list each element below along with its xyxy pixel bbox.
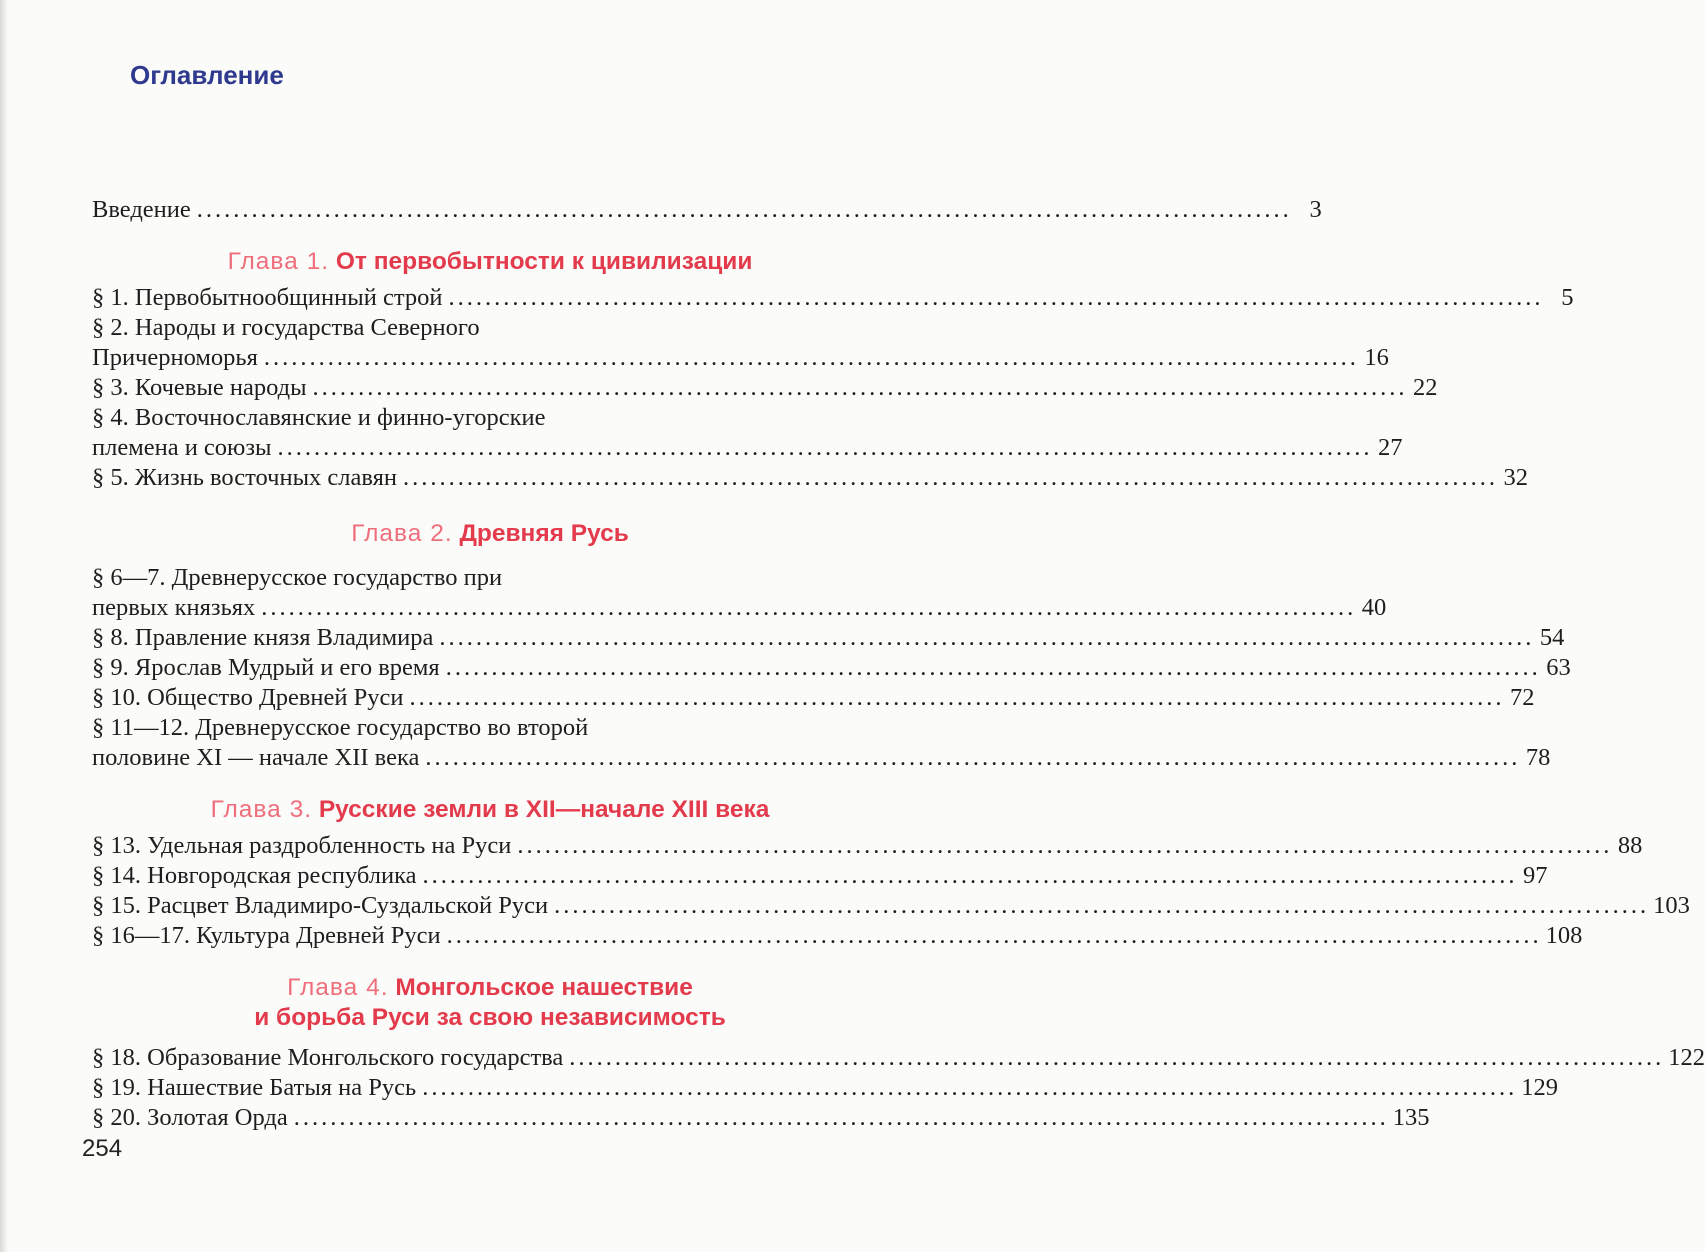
dot-leader: ........................................................................................................................	[448, 284, 1544, 311]
dot-leader: ........................................................................................................................	[554, 892, 1650, 919]
chapter-number: Глава 2.	[351, 520, 453, 547]
toc-entry[interactable]	[92, 593, 1387, 623]
toc-entry[interactable]	[92, 891, 1690, 921]
dot-leader: ........................................................................................................................	[425, 744, 1521, 771]
toc-entry[interactable]	[92, 653, 1571, 683]
toc-entry-label: § 18. Образование Монгольского государства	[92, 1044, 564, 1071]
toc-entry[interactable]	[92, 343, 1389, 373]
toc-page-number: 108	[1545, 922, 1583, 949]
dot-leader: ........................................................................................................................	[403, 464, 1499, 491]
toc-page-number: 129	[1521, 1074, 1558, 1101]
dot-leader: ........................................................................................................................	[517, 832, 1613, 859]
table-of-contents	[92, 195, 1705, 1133]
dot-leader: ........................................................................................................................	[263, 344, 1359, 371]
toc-entry-label: § 16—17. Культура Древней Руси	[92, 922, 441, 949]
toc-entry-label: племена и союзы	[92, 434, 272, 461]
toc-entry-intro[interactable]	[92, 195, 1322, 225]
toc-entry[interactable]	[92, 1103, 1430, 1133]
page-title: Оглавление	[130, 60, 284, 90]
dot-leader: ........................................................................................................................	[277, 434, 1373, 461]
toc-entry[interactable]	[92, 1073, 1558, 1103]
chapter-name-line-2: и борьба Руси за свою независимость	[254, 1004, 726, 1031]
toc-entry-label[interactable]: § 4. Восточнославянские и финно-угорские	[92, 404, 546, 431]
chapter-name: От первобытности к цивилизации	[335, 248, 753, 275]
toc-page-number: 78	[1525, 744, 1551, 771]
toc-entry[interactable]	[92, 283, 1574, 313]
chapter-heading-2	[92, 519, 888, 549]
dot-leader: ........................................................................................................................	[445, 654, 1541, 681]
chapter-heading-3	[92, 795, 888, 825]
chapter-name: Монгольское нашествие	[395, 974, 693, 1001]
toc-entry[interactable]	[92, 861, 1548, 891]
dot-leader: ........................................................................................................................	[409, 684, 1505, 711]
toc-entry[interactable]	[92, 683, 1535, 713]
page-edge-shadow	[0, 0, 8, 1252]
toc-page-number: 63	[1546, 654, 1571, 681]
toc-entry-label[interactable]: § 6—7. Древнерусское государство при	[92, 564, 503, 591]
toc-page-number: 122	[1668, 1044, 1705, 1071]
toc-entry-label: § 5. Жизнь восточных славян	[92, 464, 398, 491]
toc-entry-label: § 15. Расцвет Владимиро-Суздальской Руси	[92, 892, 549, 919]
toc-page-number: 135	[1392, 1104, 1430, 1131]
chapter-number: Глава 3.	[210, 796, 313, 823]
toc-entry-label: § 3. Кочевые народы	[92, 374, 307, 401]
toc-entry-label: § 1. Первобытнообщинный строй	[92, 284, 443, 311]
toc-entry[interactable]	[92, 1043, 1705, 1073]
dot-leader: ........................................................................................................................	[446, 922, 1542, 949]
toc-entry[interactable]	[92, 373, 1438, 403]
chapter-heading-1	[92, 247, 888, 277]
toc-entry-label: § 14. Новгородская республика	[92, 862, 417, 889]
toc-entry-label: § 13. Удельная раздробленность на Руси	[92, 832, 512, 859]
toc-page-number: 22	[1413, 374, 1438, 401]
chapter-number: Глава 1.	[227, 248, 330, 275]
chapter-name: Древняя Русь	[459, 520, 629, 547]
toc-page-number: 40	[1361, 594, 1387, 621]
toc-entry-label[interactable]: § 2. Народы и государства Северного	[92, 314, 480, 341]
dot-leader: ........................................................................................................................	[293, 1104, 1389, 1131]
dot-leader: ........................................................................................................................	[422, 862, 1518, 889]
toc-entry[interactable]	[92, 433, 1403, 463]
toc-entry-label: половине XI — начале XII века	[92, 744, 420, 771]
toc-page-number: 88	[1617, 832, 1643, 859]
toc-page-number: 5	[1561, 284, 1574, 311]
toc-entry-label: § 8. Правление князя Владимира	[92, 624, 434, 651]
toc-entry-label: § 9. Ярослав Мудрый и его время	[92, 654, 440, 681]
toc-entry[interactable]	[92, 623, 1565, 653]
toc-page-number: 32	[1503, 464, 1529, 491]
toc-entry-label: Введение	[92, 196, 191, 223]
dot-leader: ........................................................................................................................	[422, 1074, 1518, 1101]
toc-page-number: 103	[1653, 892, 1690, 919]
dot-leader: ........................................................................................................................	[439, 624, 1535, 651]
dot-leader: ........................................................................................................................	[261, 594, 1357, 621]
dot-leader: ........................................................................................................................	[312, 374, 1408, 401]
toc-entry-label: § 20. Золотая Орда	[92, 1104, 288, 1131]
toc-entry-label: § 10. Общество Древней Руси	[92, 684, 404, 711]
toc-entry[interactable]	[92, 921, 1583, 951]
toc-page-number: 72	[1509, 684, 1535, 711]
toc-page-number: 97	[1523, 862, 1548, 889]
toc-entry[interactable]	[92, 831, 1643, 861]
toc-page-number: 3	[1309, 196, 1322, 223]
toc-entry[interactable]	[92, 743, 1551, 773]
chapter-number: Глава 4.	[287, 974, 389, 1001]
chapter-heading-4	[92, 973, 888, 1033]
toc-page-number: 27	[1378, 434, 1403, 461]
toc-page-number: 54	[1539, 624, 1565, 651]
toc-entry-label: первых князьях	[92, 594, 256, 621]
toc-entry-label[interactable]: § 11—12. Древнерусское государство во второй	[92, 714, 589, 741]
toc-entry-label: Причерноморья	[92, 344, 258, 371]
dot-leader: ........................................................................................................................	[196, 196, 1292, 223]
toc-entry[interactable]	[92, 463, 1529, 493]
toc-page-number: 16	[1364, 344, 1389, 371]
page-number: 254	[82, 1135, 123, 1162]
dot-leader: ........................................................................................................................	[569, 1044, 1665, 1071]
chapter-name: Русские земли в XII—начале XIII века	[318, 796, 770, 823]
toc-entry-label: § 19. Нашествие Батыя на Русь	[92, 1074, 417, 1101]
